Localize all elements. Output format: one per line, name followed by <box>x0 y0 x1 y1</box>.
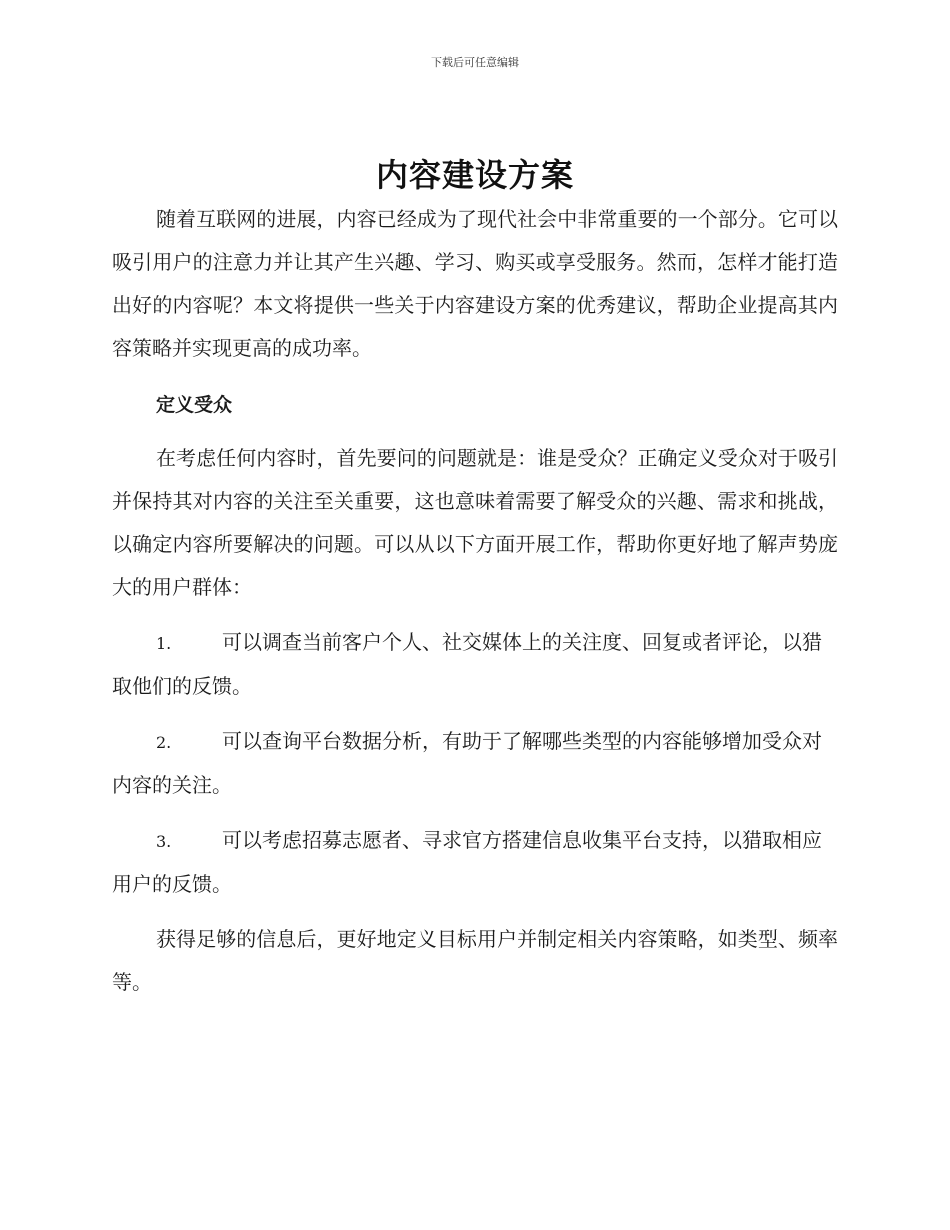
list-item-number: 3. <box>156 832 172 851</box>
list-item <box>112 621 838 708</box>
list-item <box>112 819 838 906</box>
list-item-text: 可以查询平台数据分析，有助于了解哪些类型的内容能够增加受众对内容的关注。 <box>112 729 822 797</box>
section-paragraph: 在考虑任何内容时，首先要问的问题就是：谁是受众？正确定义受众对于吸引并保持其对内容的关注至关重要，这也意味着需要了解受众的兴趣、需求和挑战，以确定内容所要解决的问题。可以从以下方面开展工作，帮助你更好地了解声势庞大的用户群体： <box>112 446 838 599</box>
list-item-text: 可以考虑招募志愿者、寻求官方搭建信息收集平台支持，以猎取相应用户的反馈。 <box>112 828 822 896</box>
list-item <box>112 720 838 807</box>
section-heading: 定义受众 <box>156 394 233 416</box>
list-item-text: 可以调查当前客户个人、社交媒体上的关注度、回复或者评论，以猎取他们的反馈。 <box>112 630 822 698</box>
closing-paragraph: 获得足够的信息后，更好地定义目标用户并制定相关内容策略，如类型、频率等。 <box>112 927 838 994</box>
list-item-number: 2. <box>156 733 172 752</box>
page-header: 下载后可任意编辑 <box>431 56 519 69</box>
document-body <box>112 198 838 1004</box>
document-title: 内容建设方案 <box>375 156 574 194</box>
list-item-number: 1. <box>156 634 172 653</box>
intro-paragraph: 随着互联网的进展，内容已经成为了现代社会中非常重要的一个部分。它可以吸引用户的注意力并让其产生兴趣、学习、购买或享受服务。然而，怎样才能打造出好的内容呢？本文将提供一些关于内容建设方案的优秀建议，帮助企业提高其内容策略并实现更高的成功率。 <box>112 207 838 360</box>
